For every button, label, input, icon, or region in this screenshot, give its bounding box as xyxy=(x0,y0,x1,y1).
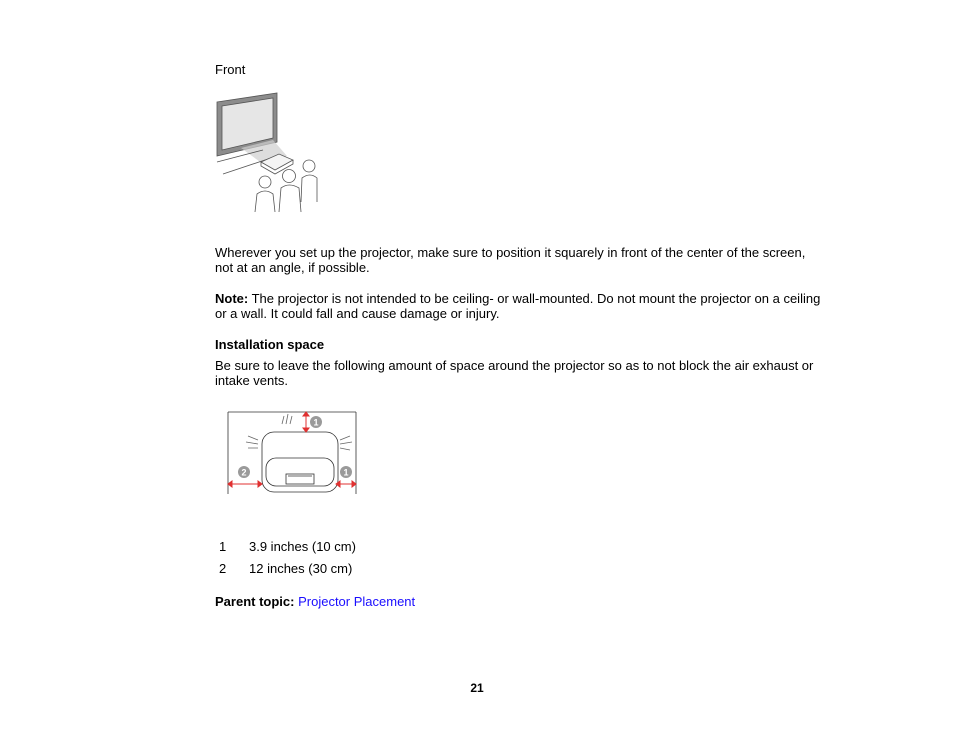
projector-placement-link[interactable]: Projector Placement xyxy=(298,594,416,609)
callout-1-right: 1 xyxy=(343,467,349,478)
note-paragraph xyxy=(215,291,825,321)
position-paragraph: Wherever you set up the projector, make sure to position it squarely in front of the center of the screen, not at an angle, if possible. xyxy=(215,245,806,275)
legend-number: 1 xyxy=(219,539,227,554)
page-number: 21 xyxy=(470,681,484,695)
installation-space-heading: Installation space xyxy=(215,337,325,352)
note-text: The projector is not intended to be ceiling- or wall-mounted. Do not mount the projector on a ceiling or a wall. It could fall and cause damage or injury. xyxy=(215,291,821,321)
installation-space-paragraph: Be sure to leave the following amount of space around the projector so as to not block the air exhaust or intake vents. xyxy=(215,358,814,388)
legend-text: 3.9 inches (10 cm) xyxy=(249,539,356,554)
callout-2-left: 2 xyxy=(241,467,247,478)
legend-text: 12 inches (30 cm) xyxy=(249,561,353,576)
front-caption: Front xyxy=(215,62,246,77)
legend-number: 2 xyxy=(219,561,227,576)
callout-1-top: 1 xyxy=(313,417,319,428)
note-label: Note: xyxy=(215,291,249,306)
parent-topic-label: Parent topic: xyxy=(215,594,295,609)
installation-space-diagram xyxy=(226,410,358,496)
front-placement-illustration xyxy=(213,90,333,215)
parent-topic xyxy=(215,594,415,609)
